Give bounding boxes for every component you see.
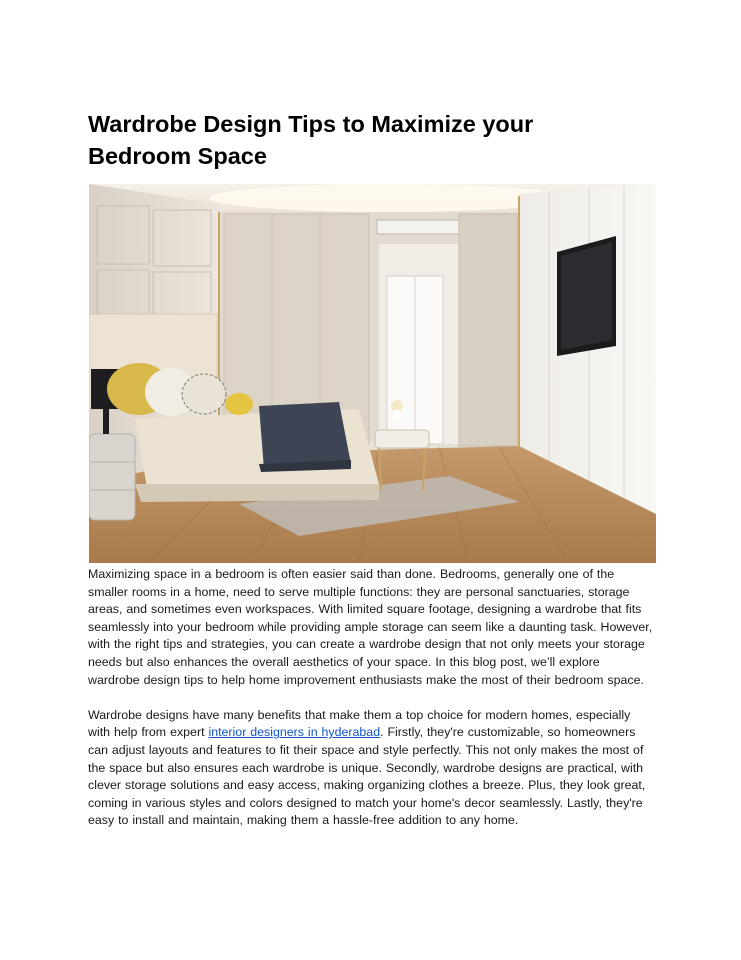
- article-body: [88, 566, 654, 848]
- paragraph-benefits-text-2: . Firstly, they're customizable, so homeowners can adjust layouts and features to fit their space and style perfectly. This not only makes the most of the space but also ensures each wardrobe is unique. Secondly, wardrobe designs are practical, with clever storage solutions and easy access, making organizing clothes a breeze. Plus, they look great, coming in various styles and colors designed to match your home's decor seamlessly. Lastly, they're easy to install and maintain, making them a hassle-free addition to any home.: [88, 725, 646, 828]
- article-title: Wardrobe Design Tips to Maximize your Bedroom Space: [88, 111, 534, 169]
- bedroom-photo: [89, 184, 656, 563]
- interior-designers-link[interactable]: interior designers in hyderabad: [208, 725, 381, 740]
- paragraph-benefits: [88, 707, 654, 830]
- paragraph-benefits-text-1: Wardrobe designs have many benefits that make them a top choice for modern homes, especially with help from expert: [88, 707, 631, 740]
- paragraph-intro: Maximizing space in a bedroom is often easier said than done. Bedrooms, generally one of the smaller rooms in a home, need to serve multiple functions: they are personal sanctuaries, storage areas, and sometimes even workspaces. With limited square footage, designing a wardrobe that fits seamlessly into your bedroom while providing ample storage can seem like a daunting task. However, with the right tips and strategies, you can create a wardrobe design that not only meets your storage needs but also enhances the overall aesthetics of your space. In this blog post, we’ll explore wardrobe design tips to help home improvement enthusiasts make the most of their bedroom space.: [88, 567, 653, 687]
